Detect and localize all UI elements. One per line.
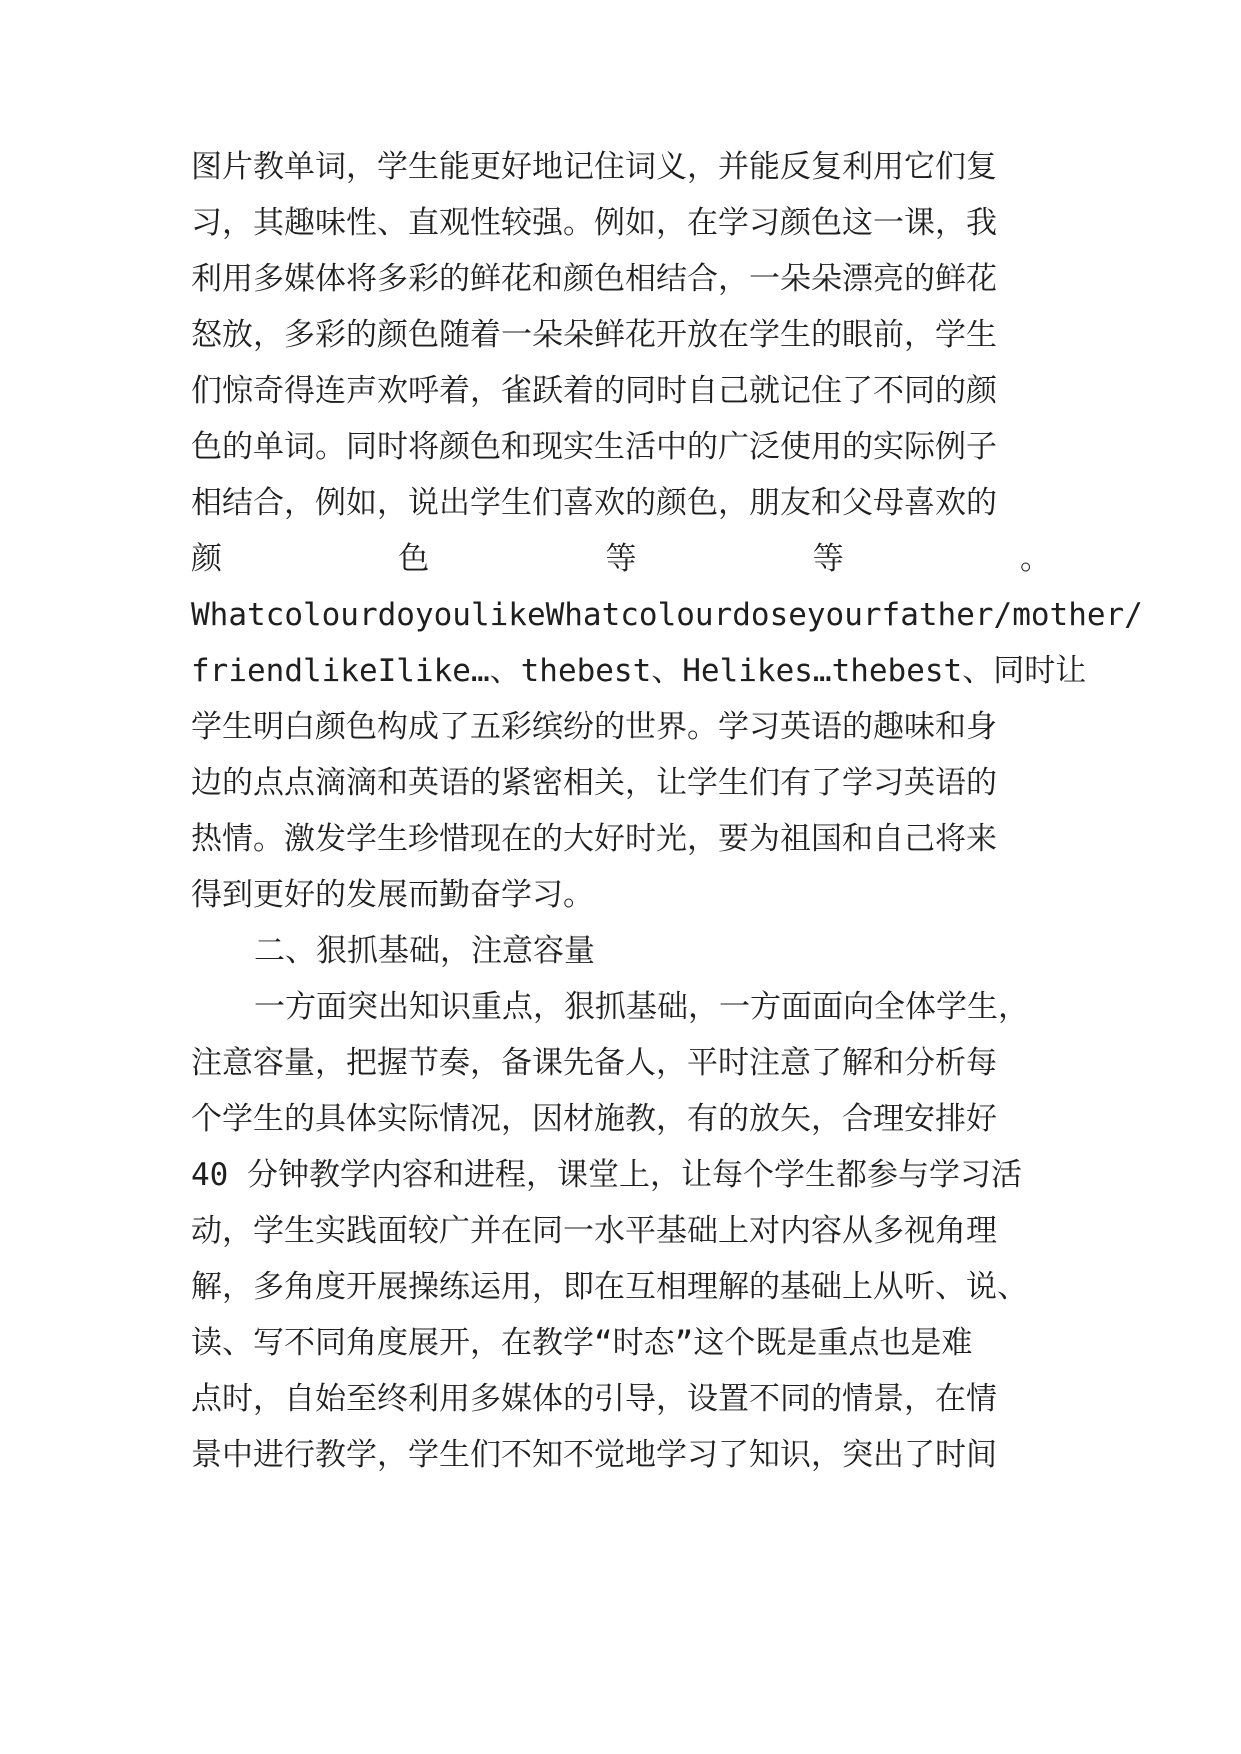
spread-text-line — [191, 539, 1051, 579]
text-line: 们惊奇得连声欢呼着，雀跃着的同时自己就记住了不同的颜 — [191, 373, 997, 409]
spread-char: 。 — [1020, 541, 1051, 577]
spread-char: 等 — [605, 541, 637, 577]
text-line: 学生明白颜色构成了五彩缤纷的世界。学习英语的趣味和身 — [191, 709, 997, 745]
text-line: 习，其趣味性、直观性较强。例如，在学习颜色这一课，我 — [191, 205, 997, 241]
text-line: 解，多角度开展操练运用，即在互相理解的基础上从听、说、 — [191, 1269, 1028, 1305]
text-line: 相结合，例如，说出学生们喜欢的颜色，朋友和父母喜欢的 — [191, 485, 997, 521]
text-line: friendlikeIlike…、thebest、Helikes…thebest、同时让 — [191, 653, 1087, 689]
text-line: 动，学生实践面较广并在同一水平基础上对内容从多视角理 — [191, 1213, 997, 1249]
text-line: 注意容量，把握节奏，备课先备人，平时注意了解和分析每 — [191, 1045, 997, 1081]
spread-char: 等 — [812, 541, 844, 577]
text-line: 点时，自始至终利用多媒体的引导，设置不同的情景，在情 — [191, 1381, 997, 1417]
spread-char: 颜 — [191, 541, 222, 577]
text-line: 40 分钟教学内容和进程，课堂上，让每个学生都参与学习活 — [191, 1157, 1022, 1193]
text-line: 个学生的具体实际情况，因材施教，有的放矢，合理安排好 — [191, 1101, 997, 1137]
text-line: 色的单词。同时将颜色和现实生活中的广泛使用的实际例子 — [191, 429, 997, 465]
text-line: WhatcolourdoyoulikeWhatcolourdoseyourfather/mother/ — [191, 597, 1143, 633]
paragraph-first-line: 一方面突出知识重点，狠抓基础，一方面面向全体学生， — [254, 989, 1029, 1025]
text-line: 景中进行教学，学生们不知不觉地学习了知识，突出了时间 — [191, 1437, 997, 1473]
text-line: 边的点点滴滴和英语的紧密相关，让学生们有了学习英语的 — [191, 765, 997, 801]
spread-char: 色 — [398, 541, 430, 577]
text-line: 图片教单词，学生能更好地记住词义，并能反复利用它们复 — [191, 149, 997, 185]
section-heading: 二、狠抓基础，注意容量 — [254, 933, 595, 969]
text-line: 得到更好的发展而勤奋学习。 — [191, 877, 594, 913]
text-line: 读、写不同角度展开，在教学“时态”这个既是重点也是难 — [191, 1325, 973, 1361]
text-line: 利用多媒体将多彩的鲜花和颜色相结合，一朵朵漂亮的鲜花 — [191, 261, 997, 297]
text-line: 怒放，多彩的颜色随着一朵朵鲜花开放在学生的眼前，学生 — [191, 317, 997, 353]
text-line: 热情。激发学生珍惜现在的大好时光，要为祖国和自己将来 — [191, 821, 997, 857]
